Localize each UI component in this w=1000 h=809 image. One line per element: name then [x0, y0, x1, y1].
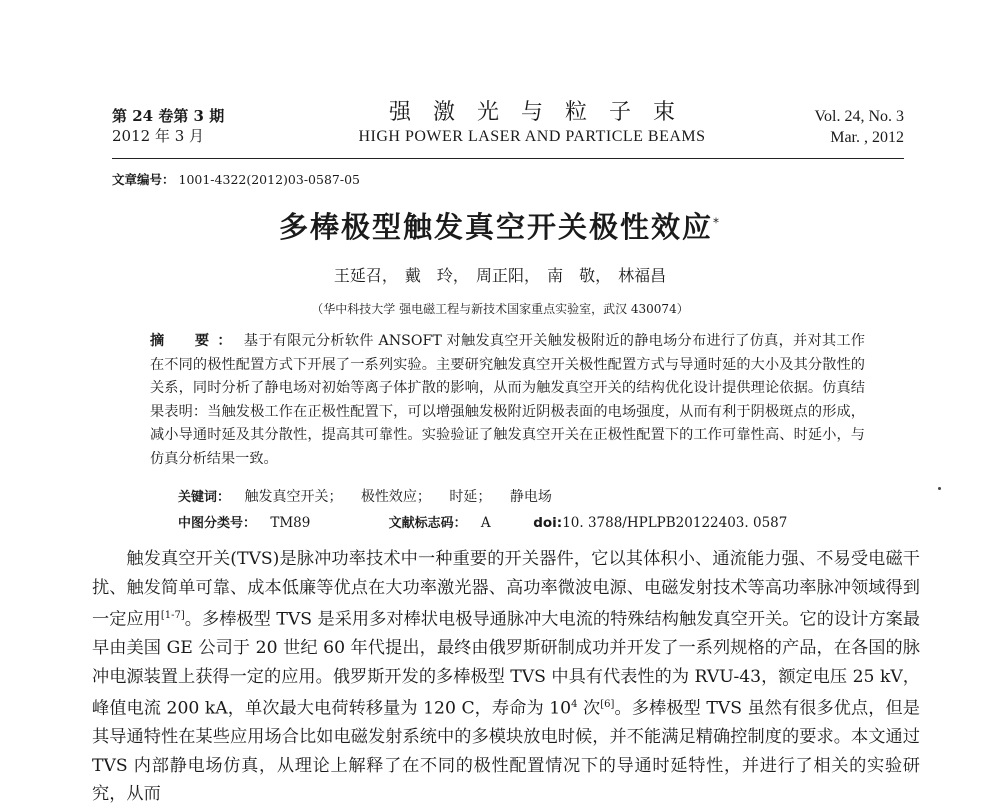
header-center: [322, 100, 742, 148]
header-right: [815, 106, 905, 148]
keyword: 静电场: [509, 489, 552, 505]
keyword: 触发真空开关；: [244, 489, 343, 505]
clc-label: 中图分类号：: [178, 516, 257, 531]
clc-value: TM89: [270, 515, 311, 531]
article-number-value: 1001-4322(2012)03-0587-05: [178, 172, 360, 187]
body-text-a: 触发真空开关(TVS)是脉冲功率技术中一种重要的开关器件，它以其体积小、通流能力强、不易受电磁干扰、触发简单可靠、成本低廉等优点在大功率激光器、高功率微波电源、电磁发射技术等高功率脉冲领域得到一定应用: [92, 549, 920, 630]
volume-cn: 第 24 卷第 3 期: [112, 107, 225, 125]
scan-speck: [938, 487, 941, 490]
body-paragraph: [92, 545, 920, 809]
body-text-c: 次: [577, 698, 601, 719]
doc-code-label: 文献标志码：: [388, 516, 467, 531]
date-cn: 2012 年 3 月: [112, 127, 205, 145]
doi-label: doi:: [533, 515, 563, 531]
abstract-text: 基于有限元分析软件 ANSOFT 对触发真空开关触发极附近的静电场分布进行了仿真，并对其工作在不同的极性配置方式下开展了一系列实验。主要研究触发真空开关极性配置方式与导通时延的大小及其分散性的关系，同时分析了静电场对初始等离子体扩散的影响，从而为触发真空开关的结构优化设计提供理论依据。仿真结果表明：当触发极工作在正极性配置下，可以增强触发极附近阴极表面的电场强度，从而有利于阴极斑点的形成，减小导通时延及其分散性，提高其可靠性。实验验证了触发真空开关在正极性配置下的工作可靠性高、时延小，与仿真分析结果一致。: [150, 333, 865, 467]
body-text-d: 。多棒极型 TVS 虽然有很多优点，但是其导通特性在某些应用场合比如电磁发射系统中的多模块放电时候，并不能满足精确控制度的要求。本文通过 TVS 内部静电场仿真，从理论上解释了在不同的极性配置情况下的导通时延特性，并进行了相关的实验研究，从而: [92, 698, 920, 805]
abstract: [150, 330, 865, 471]
article-number-label: 文章编号：: [112, 172, 175, 187]
keywords: [178, 486, 566, 506]
title-footnote-mark: *: [713, 215, 721, 230]
journal-name-cn: 强激光与粒子束: [388, 100, 697, 125]
exponent: 4: [571, 699, 578, 711]
body-text: [92, 545, 920, 809]
affiliation: （华中科技大学 强电磁工程与新技术国家重点实验室，武汉 430074）: [311, 302, 689, 316]
keyword: 极性效应；: [360, 489, 431, 505]
header-left: [112, 106, 224, 146]
keywords-label: 关键词：: [178, 490, 231, 505]
citation: [6]: [600, 699, 615, 711]
body-text-b: 。多棒极型 TVS 是采用多对棒状电极导通脉冲大电流的特殊结构触发真空开关。它的设计方案最早由美国 GE 公司于 20 世纪 60 年代提出，最终由俄罗斯研制成功并开发了一系列规格的产品，在各国的脉冲电源装置上获得一定的应用。俄罗斯开发的多棒极型 TVS 中具有代表性的为 RVU-43，额定电压 25 kV，峰值电流 200 kA，单次最大电荷转移量为 120 C，寿命为 10: [92, 609, 920, 719]
author-list: 王延召， 戴 玲， 周正阳， 南 敬， 林福昌: [333, 266, 667, 285]
paper-title-text: 多棒极型触发真空开关极性效应: [278, 210, 713, 244]
doi-value: 10. 3788/HPLPB20122403. 0587: [562, 515, 788, 531]
journal-name-en: HIGH POWER LASER AND PARTICLE BEAMS: [358, 128, 706, 145]
header-rule: [112, 158, 904, 159]
doc-code-value: A: [480, 515, 491, 531]
journal-header: [112, 100, 904, 152]
classification-line: [178, 512, 878, 531]
abstract-label: 摘 要：: [150, 333, 240, 349]
keyword: 时延；: [449, 489, 492, 505]
date-en: Mar. , 2012: [830, 129, 904, 146]
volume-en: Vol. 24, No. 3: [814, 108, 904, 125]
paper-title: [0, 205, 1000, 246]
citation: [1-7]: [160, 610, 185, 621]
article-number: [112, 170, 360, 188]
